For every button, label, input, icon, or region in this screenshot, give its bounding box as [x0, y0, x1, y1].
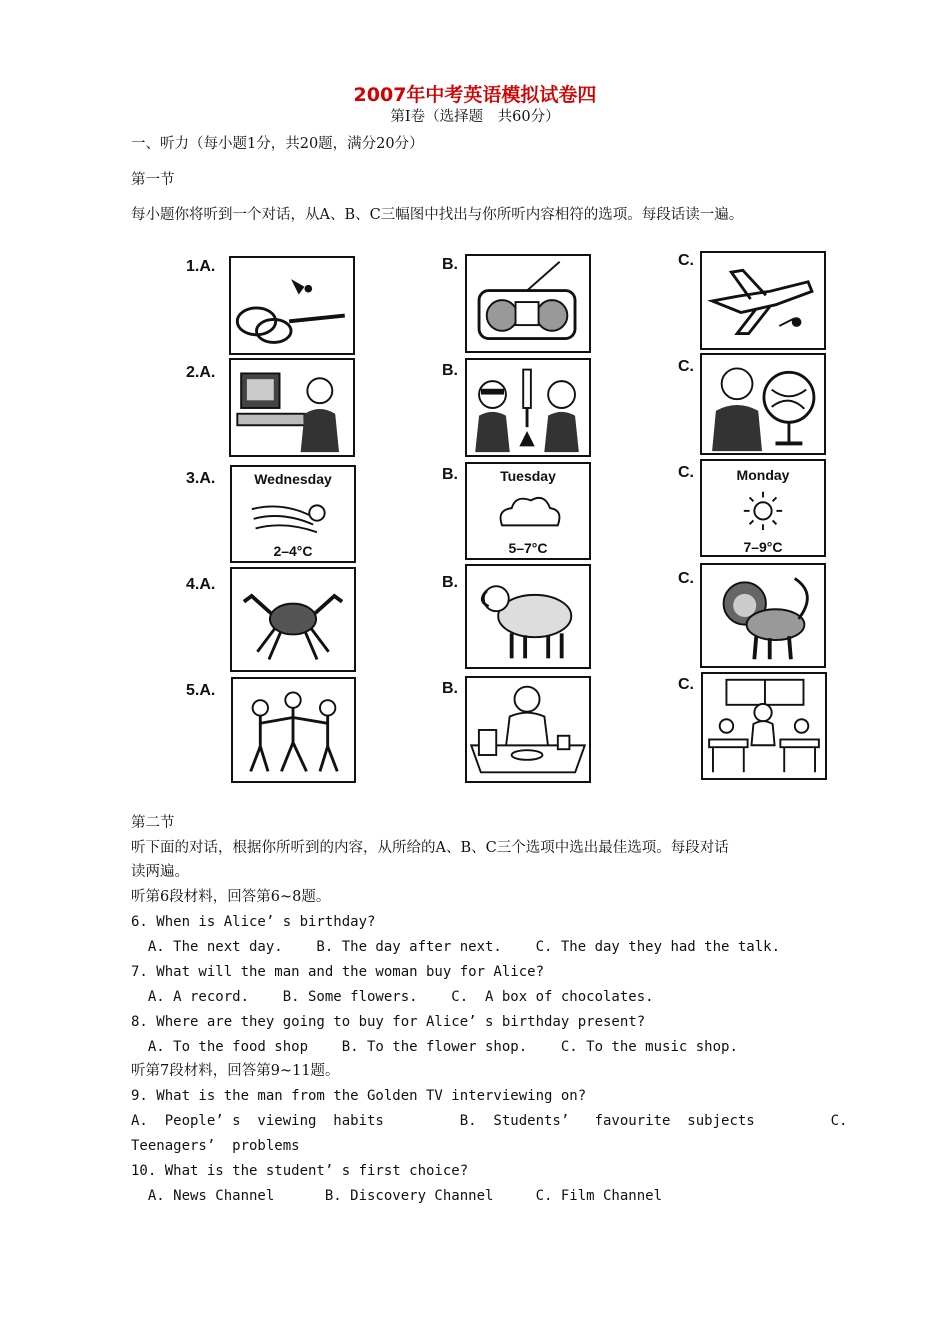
q1-a-label: 1.A.: [186, 258, 216, 275]
radio-cassette-icon: [465, 254, 591, 353]
question-7-options: A. A record. B. Some flowers. C. A box of chocolates.: [131, 989, 654, 1005]
q5-a-label: 5.A.: [186, 682, 216, 699]
question-10-options: A. News Channel B. Discovery Channel C. Film Channel: [131, 1188, 663, 1204]
section2-heading: 第二节: [131, 815, 175, 831]
weather-day-wednesday: Wednesday: [254, 471, 332, 487]
q3-a-label: 3.A.: [186, 470, 216, 487]
section2-instruction-line1: 听下面的对话，根据你所听到的内容，从所给的A、B、C三个选项中选出最佳选项。每段对话: [131, 840, 729, 856]
badminton-racket-icon: [229, 256, 355, 355]
volume-heading: 第Ⅰ卷（选择题 共60分）: [390, 109, 560, 125]
boy-computer-icon: [229, 358, 355, 457]
sheep-icon: [465, 564, 591, 669]
chemistry-lab-icon: [465, 358, 591, 457]
section1-instruction: 每小题你将听到一个对话，从A、B、C三幅图中找出与你所听内容相符的选项。每段话读一遍。: [131, 207, 744, 223]
question-9-options-line2: Teenagers’ problems: [131, 1138, 300, 1154]
question-8: 8. Where are they going to buy for Alice’ s birthday present?: [131, 1014, 646, 1030]
question-9: 9. What is the man from the Golden TV interviewing on?: [131, 1088, 587, 1104]
material-7-heading: 听第7段材料，回答第9~11题。: [131, 1063, 340, 1079]
page-title: 2007年中考英语模拟试卷四: [353, 84, 597, 106]
part1-heading: 一、听力（每小题1分，共20题，满分20分）: [131, 136, 424, 152]
children-playing-icon: [231, 677, 356, 783]
question-10: 10. What is the student’ s first choice?: [131, 1163, 469, 1179]
q3-b-label: B.: [442, 466, 458, 483]
q1-c-label: C.: [678, 252, 694, 269]
section1-heading: 第一节: [131, 172, 175, 188]
lion-icon: [700, 563, 826, 668]
weather-day-tuesday: Tuesday: [500, 468, 556, 484]
question-6-options: A. The next day. B. The day after next. C. The day they had the talk.: [131, 939, 781, 955]
question-6: 6. When is Alice’ s birthday?: [131, 914, 376, 930]
q2-b-label: B.: [442, 362, 458, 379]
q5-b-label: B.: [442, 680, 458, 697]
weather-temp-tuesday: 5–7°C: [508, 540, 548, 556]
classroom-icon: [701, 672, 827, 780]
boy-breakfast-icon: [465, 676, 591, 783]
weather-temp-wednesday: 2–4°C: [273, 543, 313, 559]
weather-temp-monday: 7–9°C: [743, 539, 783, 555]
q2-c-label: C.: [678, 358, 694, 375]
weather-card-wednesday: [230, 465, 356, 563]
q3-c-label: C.: [678, 464, 694, 481]
section2-instruction-line2: 读两遍。: [131, 864, 189, 880]
q2-a-label: 2.A.: [186, 364, 216, 381]
q4-b-label: B.: [442, 574, 458, 591]
q4-a-label: 4.A.: [186, 576, 216, 593]
weather-day-monday: Monday: [736, 467, 790, 483]
weather-card-monday: [700, 459, 826, 557]
crab-icon: [230, 567, 356, 672]
q1-b-label: B.: [442, 256, 458, 273]
question-8-options: A. To the food shop B. To the flower shop. C. To the music shop.: [131, 1039, 738, 1055]
q4-c-label: C.: [678, 570, 694, 587]
boy-globe-icon: [700, 353, 826, 455]
weather-card-tuesday: [465, 462, 591, 560]
question-9-options-line1: A. People’ s viewing habits B. Students’ favourite subjects C.: [131, 1113, 848, 1129]
model-airplane-icon: [700, 251, 826, 350]
material-6-heading: 听第6段材料，回答第6~8题。: [131, 889, 331, 905]
question-7: 7. What will the man and the woman buy for Alice?: [131, 964, 545, 980]
q5-c-label: C.: [678, 676, 694, 693]
